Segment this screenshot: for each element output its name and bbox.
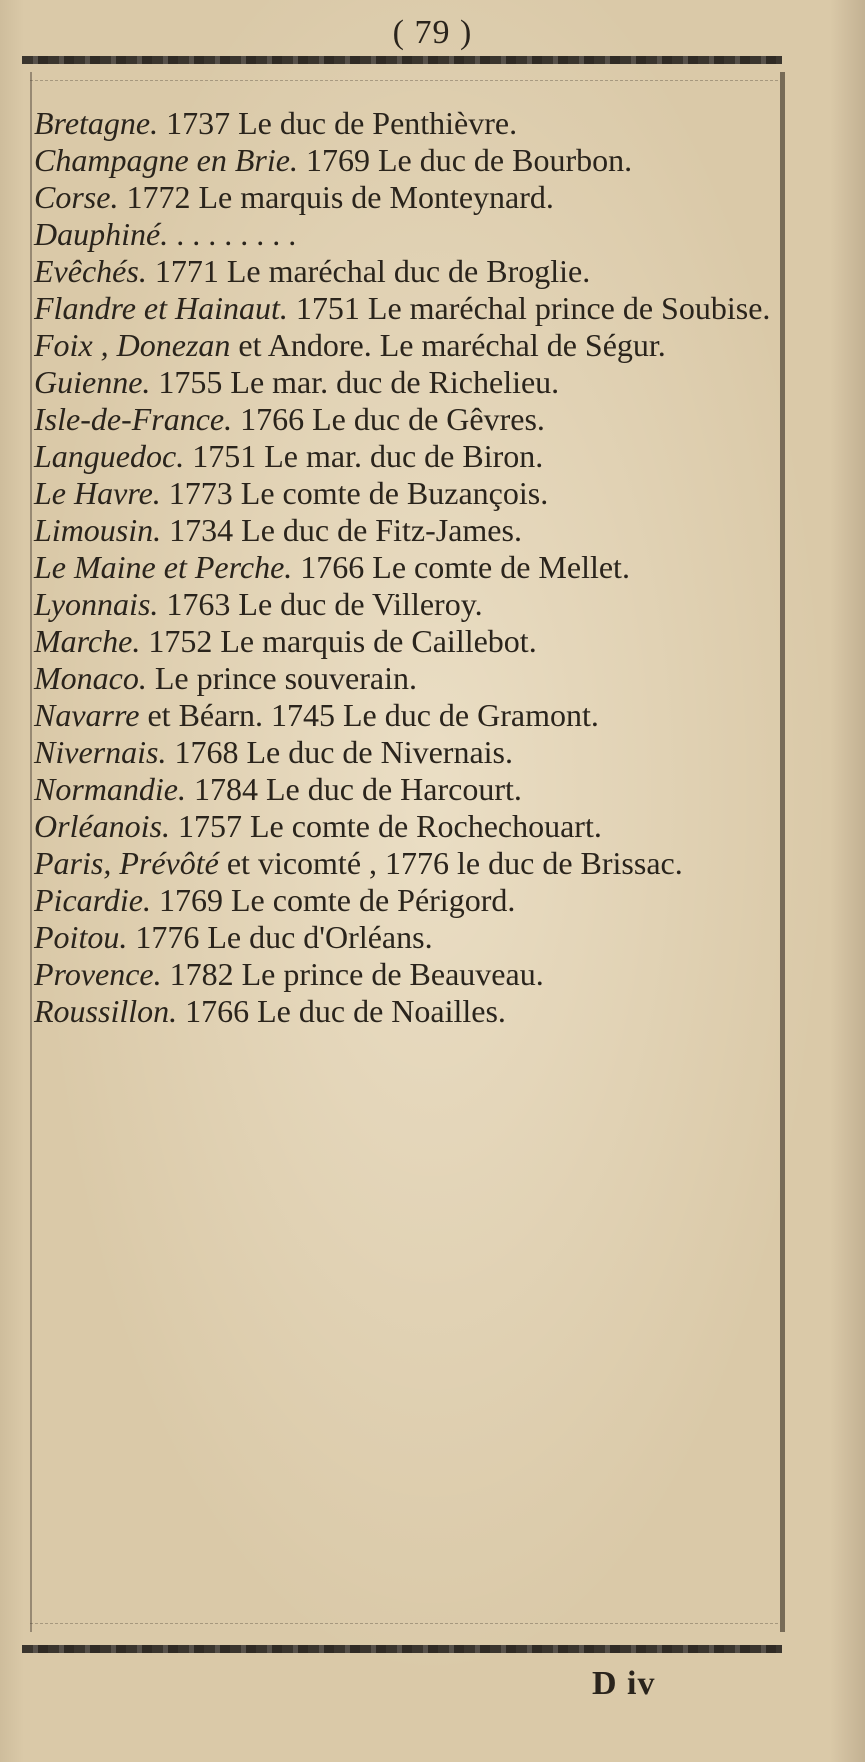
page-number: ( 79 ) [392,14,473,51]
region-name: Dauphiné. [34,216,169,252]
entry-detail: 1768 Le duc de Nivernais. [166,734,513,770]
region-name: Picardie. [34,882,151,918]
list-item [34,993,772,1030]
list-item [34,142,772,179]
region-name: Provence. [34,956,162,992]
entry-detail: et Béarn. 1745 Le duc de Gramont. [139,697,599,733]
entry-detail: 1769 Le duc de Bourbon. [297,142,633,178]
region-name: Le Maine et Perche. [34,549,293,585]
entry-detail: 1755 Le mar. duc de Richelieu. [150,364,560,400]
entry-detail: 1776 Le duc d'Orléans. [127,919,433,955]
list-item [34,512,772,549]
entry-detail: 1737 Le duc de Penthièvre. [158,105,518,141]
entry-detail: 1757 Le comte de Rochechouart. [170,808,602,844]
region-name: Normandie. [34,771,186,807]
region-name: Paris, Prévôté [34,845,219,881]
region-name: Guienne. [34,364,151,400]
region-name: Corse. [34,179,119,215]
list-item [34,697,772,734]
entry-detail: . . . . . . . . [168,216,297,252]
governors-list [34,105,772,1030]
region-name: Nivernais. [34,734,167,770]
region-name: Flandre et Hainaut. [34,290,288,326]
entry-detail: 1769 Le comte de Périgord. [151,882,516,918]
region-name: Isle-de-France. [34,401,233,437]
entry-detail: 1763 Le duc de Villeroy. [158,586,483,622]
entry-detail: 1784 Le duc de Harcourt. [186,771,522,807]
entry-detail: 1772 Le marquis de Monteynard. [118,179,554,215]
entry-detail: 1782 Le prince de Beauveau. [161,956,544,992]
signature-mark: D iv [592,1665,656,1702]
list-item [34,956,772,993]
list-item [34,734,772,771]
entry-detail: 1771 Le maréchal duc de Broglie. [146,253,591,289]
region-name: Evêchés. [34,253,147,289]
list-item [34,327,772,364]
list-item [34,623,772,660]
top-rule [22,56,782,64]
entry-detail: 1766 Le duc de Noailles. [177,993,506,1029]
frame-top-line [30,80,778,81]
entry-detail: 1766 Le comte de Mellet. [292,549,630,585]
list-item [34,549,772,586]
region-name: Bretagne. [34,105,159,141]
entry-detail: Le prince souverain. [146,660,417,696]
list-item [34,364,772,401]
entry-detail: 1773 Le comte de Buzançois. [160,475,549,511]
entry-detail: et Andore. Le maréchal de Ségur. [230,327,666,363]
list-item [34,845,772,882]
list-item [34,919,772,956]
list-item [34,808,772,845]
region-name: Navarre [34,697,140,733]
entry-detail: 1751 Le maréchal prince de Soubise. [287,290,771,326]
list-item [34,771,772,808]
list-item [34,253,772,290]
region-name: Lyonnais. [34,586,159,622]
list-item [34,438,772,475]
entry-detail: 1751 Le mar. duc de Biron. [184,438,544,474]
entry-detail: 1752 Le marquis de Caillebot. [140,623,537,659]
bottom-rule [22,1645,782,1653]
list-item [34,179,772,216]
frame-bottom-line [30,1623,778,1624]
entry-detail: 1734 Le duc de Fitz-James. [161,512,522,548]
region-name: Le Havre. [34,475,161,511]
region-name: Languedoc. [34,438,185,474]
region-name: Roussillon. [34,993,178,1029]
list-item [34,401,772,438]
entry-detail: 1766 Le duc de Gêvres. [232,401,545,437]
region-name: Marche. [34,623,141,659]
region-name: Champagne en Brie. [34,142,298,178]
list-item [34,216,772,253]
list-item [34,475,772,512]
region-name: Foix , Donezan [34,327,231,363]
list-item [34,290,772,327]
list-item [34,586,772,623]
region-name: Orléanois. [34,808,170,844]
entry-detail: et vicomté , 1776 le duc de Brissac. [218,845,683,881]
list-item [34,882,772,919]
list-item [34,105,772,142]
region-name: Limousin. [34,512,162,548]
list-item [34,660,772,697]
region-name: Monaco. [34,660,147,696]
region-name: Poitou. [34,919,128,955]
